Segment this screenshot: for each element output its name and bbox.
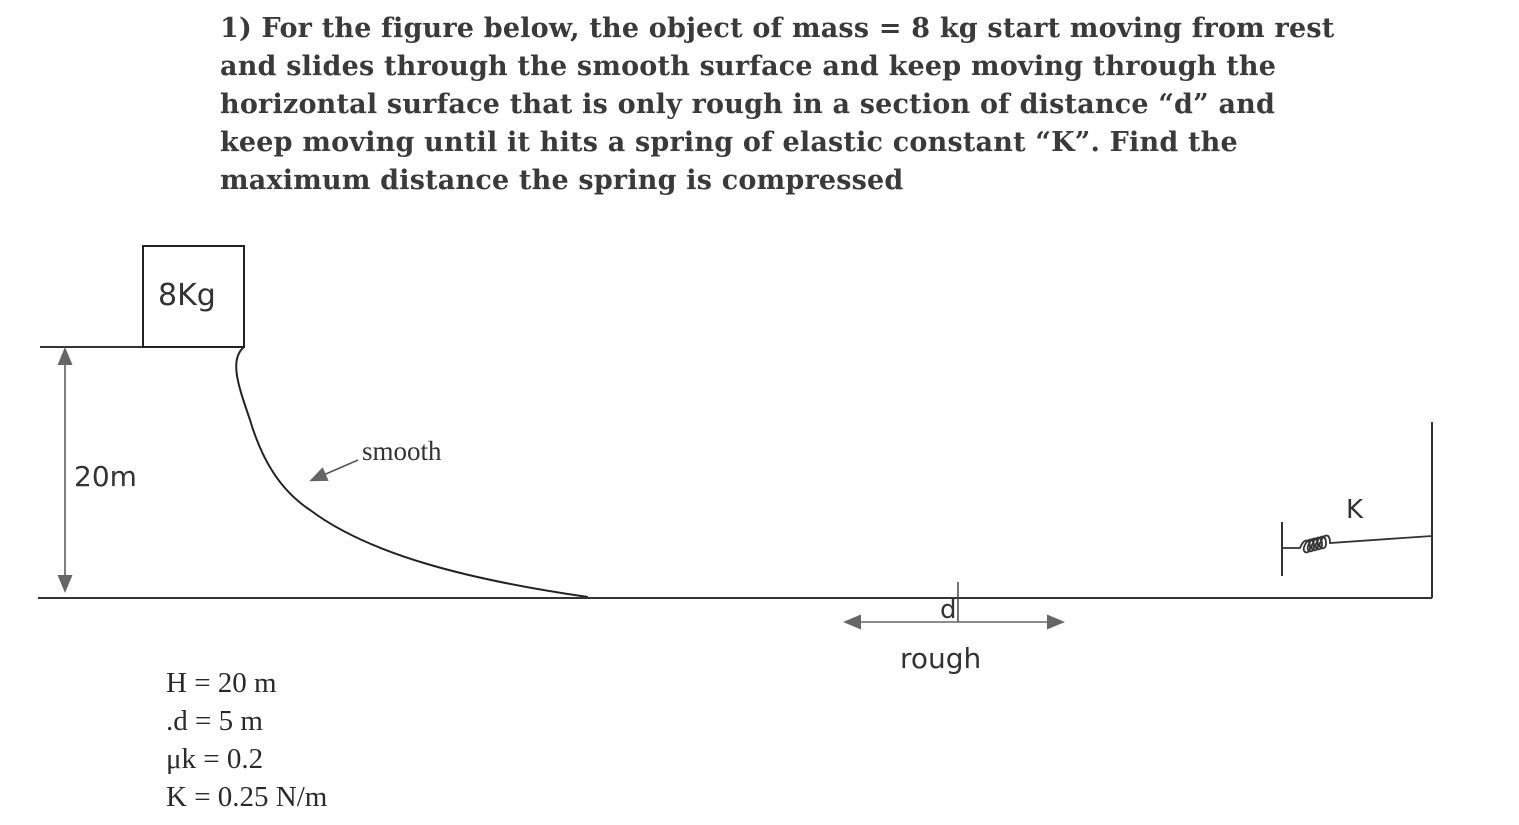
d-label: d bbox=[940, 595, 957, 625]
block-label: 8Kg bbox=[158, 278, 216, 313]
smooth-label: smooth bbox=[362, 436, 442, 466]
given-values bbox=[166, 664, 327, 816]
spring-label: K bbox=[1346, 495, 1364, 525]
smooth-ramp-curve bbox=[236, 347, 588, 597]
spring-coil bbox=[1282, 536, 1432, 553]
smooth-pointer-arrow bbox=[312, 460, 358, 480]
given-spring-constant: K = 0.25 N/m bbox=[166, 781, 328, 813]
rough-label: rough bbox=[900, 642, 982, 675]
given-friction-coefficient: μk = 0.2 bbox=[166, 743, 264, 775]
height-label: 20m bbox=[74, 460, 137, 493]
problem-statement: 1) For the figure below, the object of mass = 8 kg start moving from rest and slides through the smooth surface and keep moving through the horizontal surface that is only rough in a section of distance “d” and keep moving until it hits a spring of elastic constant “K”. Find the maximum distance the spring is compressed bbox=[220, 13, 1335, 196]
given-distance: .d = 5 m bbox=[166, 705, 263, 737]
given-height: H = 20 m bbox=[166, 667, 277, 699]
